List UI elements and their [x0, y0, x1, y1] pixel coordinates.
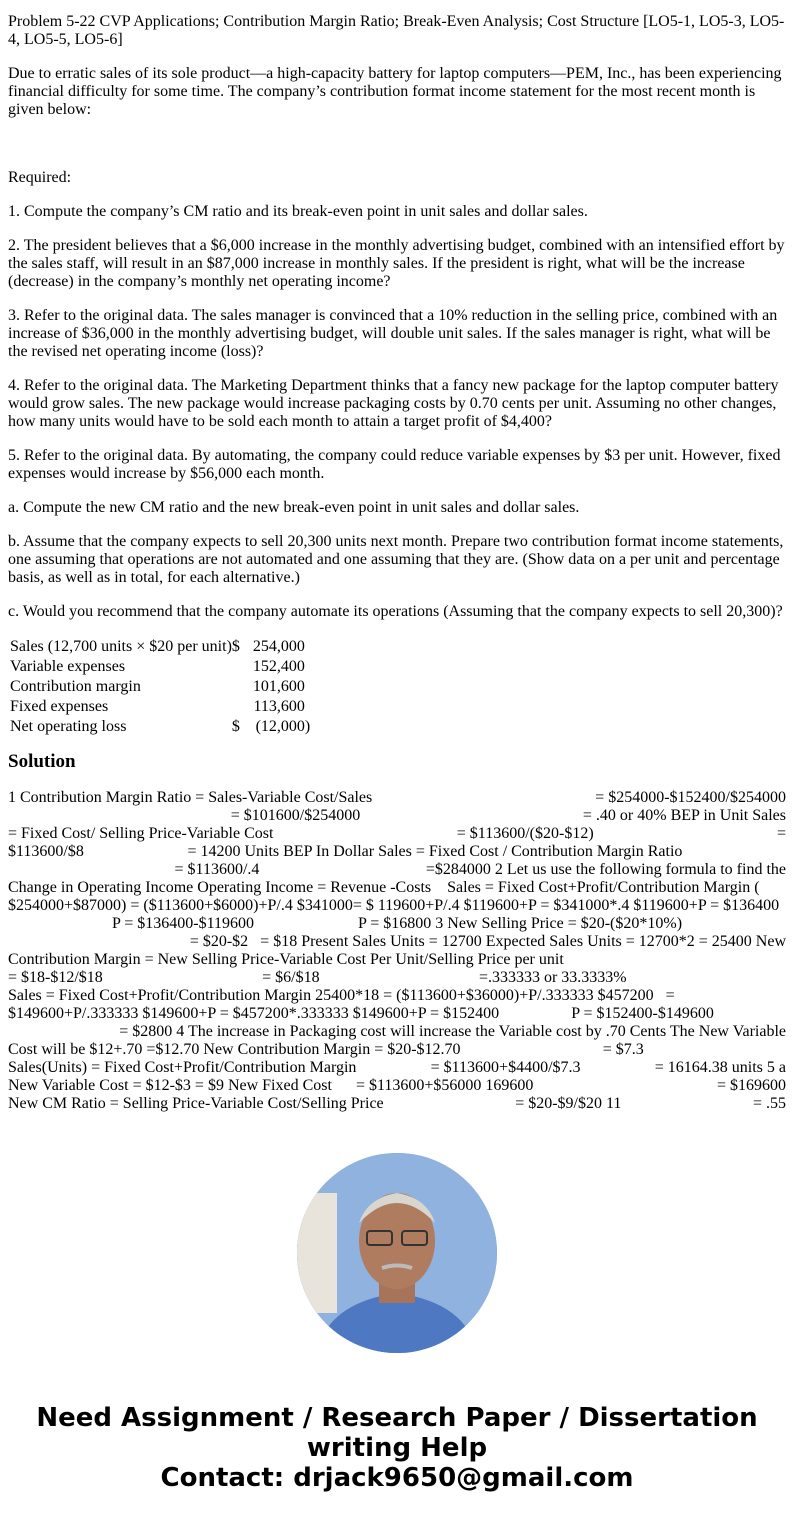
statement-paren — [305, 677, 313, 697]
solution-segment: = — [776, 825, 786, 842]
solution-line — [8, 1005, 786, 1023]
solution-line — [8, 933, 786, 951]
solution-line — [8, 789, 786, 807]
solution-segment: =.333333 or 33.3333% — [478, 969, 627, 986]
solution-segment: = $254000-$152400/$254000 — [595, 789, 786, 806]
statement-row — [10, 657, 313, 677]
person-portrait-icon — [297, 1153, 497, 1353]
statement-paren — [305, 637, 313, 657]
solution-segment: Cost will be $12+.70 =$12.70 New Contribution Margin = $20-$12.70 — [8, 1041, 461, 1058]
statement-label: Variable expenses — [10, 658, 126, 675]
solution-segment: = 14200 Units BEP In Dollar Sales = Fixed Cost / Contribution Margin Ratio — [187, 843, 683, 860]
footer-contact: Contact: drjack9650@gmail.com — [160, 1463, 634, 1493]
solution-segment: 1 Contribution Margin Ratio = Sales-Variable Cost/Sales — [8, 789, 373, 806]
solution-segment: = $113600/($20-$12) — [456, 825, 594, 842]
solution-segment: = $6/$18 — [262, 969, 320, 986]
solution-line — [8, 951, 786, 969]
statement-currency: $ — [231, 718, 240, 735]
question-item: a. Compute the new CM ratio and the new break-even point in unit sales and dollar sales. — [8, 499, 580, 516]
solution-line — [8, 1077, 786, 1095]
solution-segment: Change in Operating Income Operating Income = Revenue -Costs Sales = Fixed Cost+Profit/Contribution Margin ( — [8, 879, 760, 896]
statement-value: 113,600 — [253, 698, 305, 715]
statement-paren — [305, 657, 313, 677]
solution-line — [8, 969, 786, 987]
required-label: Required: — [8, 169, 72, 186]
solution-line — [8, 879, 786, 897]
solution-line — [8, 843, 786, 861]
statement-currency — [232, 697, 242, 717]
solution-segment: = $20-$2 = $18 Present Sales Units = 12700 Expected Sales Units = 12700*2 = 25400 New — [189, 933, 786, 950]
questions-list — [8, 203, 786, 621]
solution-segment: = $113600/.4 — [174, 861, 260, 878]
solution-segment: = $169600 — [716, 1077, 786, 1094]
solution-segment: = .40 or 40% BEP in Unit Sales — [582, 807, 786, 824]
solution-line — [8, 825, 786, 843]
solution-segment: Sales(Units) = Fixed Cost+Profit/Contribution Margin — [8, 1059, 357, 1076]
solution-segment: P = $136400-$119600 — [111, 915, 254, 932]
author-photo — [297, 1153, 497, 1353]
solution-segment: = $18-$12/$18 — [8, 969, 103, 986]
solution-segment: Contribution Margin = New Selling Price-Variable Cost Per Unit/Selling Price per unit — [8, 951, 564, 968]
statement-currency: $ — [231, 638, 240, 655]
statement-label: Sales (12,700 units × $20 per unit) — [10, 638, 232, 655]
solution-segment: = Fixed Cost/ Selling Price-Variable Cost — [8, 825, 274, 842]
question-item: 3. Refer to the original data. The sales manager is convinced that a 10% reduction in the selling price, combined with an increase of $36,000 in the monthly advertising budget, will double unit sales. If the sales manager is right, what will be the revised net operating income (loss)? — [8, 307, 778, 360]
statement-label: Fixed expenses — [10, 698, 109, 715]
solution-segment: P = $16800 3 New Selling Price = $20-($20*10%) — [357, 915, 683, 932]
solution-segment: = $20-$9/$20 11 — [515, 1095, 622, 1112]
question-item: b. Assume that the company expects to sell 20,300 units next month. Prepare two contribution format income statements, one assuming that operations are not automated and one assuming that they are. (Show data on a per unit and percentage basis, as well as in total, for each alternative.) — [8, 533, 784, 586]
statement-paren: ) — [304, 718, 311, 735]
statement-paren — [305, 697, 313, 717]
question-item: 4. Refer to the original data. The Marketing Department thinks that a fancy new package for the laptop computer battery would grow sales. The new package would increase packaging costs by 0.70 cents per unit. Assuming no other changes, how many units would have to be sold each month to attain a target profit of $4,400? — [8, 377, 779, 430]
solution-line — [8, 915, 786, 933]
document — [0, 13, 794, 1113]
solution-line — [8, 861, 786, 879]
statement-value: 254,000 — [252, 638, 305, 655]
statement-label: Contribution margin — [10, 678, 141, 695]
problem-intro: Due to erratic sales of its sole product—a high-capacity battery for laptop computers—PEM, Inc., has been experiencing financial difficulty for some time. The company’s contribution format income statement for the most recent month is given below: — [8, 65, 782, 118]
statement-currency — [232, 657, 242, 677]
solution-segment: =$284000 2 Let us use the following formula to find the — [425, 861, 786, 878]
solution-segment: = $2800 4 The increase in Packaging cost will increase the Variable cost by .70 Cents The New Variable — [119, 1023, 786, 1040]
solution-segment: = $101600/$254000 — [230, 807, 361, 824]
solution-segment: $254000+$87000) = ($113600+$6000)+P/.4 $341000= $ 119600+P/.4 $119600+P = $341000*.4 $119600+P = $136400 — [8, 897, 780, 914]
solution-segment: = $7.3 — [602, 1041, 644, 1058]
footer-banner — [0, 1403, 794, 1493]
solution-line — [8, 807, 786, 825]
question-item: 1. Compute the company’s CM ratio and its break-even point in unit sales and dollar sales. — [8, 203, 588, 220]
statement-row — [10, 677, 313, 697]
solution-segment: New Variable Cost = $12-$3 = $9 New Fixed Cost = $113600+$56000 169600 — [8, 1077, 534, 1094]
statement-value: (12,000 — [255, 718, 305, 735]
solution-line — [8, 1041, 786, 1059]
solution-text — [8, 789, 786, 1113]
question-item: c. Would you recommend that the company automate its operations (Assuming that the company expects to sell 20,300)? — [8, 603, 783, 620]
solution-segment: P = $152400-$149600 — [571, 1005, 714, 1022]
statement-label: Net operating loss — [10, 718, 127, 735]
footer-line-1: Need Assignment / Research Paper / Dissertation — [36, 1403, 758, 1433]
solution-line — [8, 1023, 786, 1041]
question-item: 2. The president believes that a $6,000 increase in the monthly advertising budget, combined with an intensified effort by the sales staff, will result in an $87,000 increase in monthly sales. If the president is right, what will be the increase (decrease) in the company’s monthly net operating income? — [8, 237, 785, 290]
income-statement-table — [10, 637, 313, 737]
solution-segment: = .55 — [752, 1095, 786, 1112]
solution-line — [8, 987, 786, 1005]
solution-segment: $113600/$8 — [8, 843, 84, 860]
solution-segment: = 16164.38 units 5 a — [654, 1059, 786, 1076]
solution-line — [8, 1095, 786, 1113]
footer-line-2: writing Help — [306, 1433, 488, 1463]
statement-value: 152,400 — [252, 658, 305, 675]
solution-line — [8, 897, 786, 915]
solution-segment: $149600+P/.333333 $149600+P = $457200*.333333 $149600+P = $152400 — [8, 1005, 500, 1022]
solution-segment: Sales = Fixed Cost+Profit/Contribution Margin 25400*18 = ($113600+$36000)+P/.333333 $457200 = — [8, 987, 675, 1004]
statement-row — [10, 717, 313, 737]
statement-row — [10, 637, 313, 657]
solution-line — [8, 1059, 786, 1077]
problem-title: Problem 5-22 CVP Applications; Contribution Margin Ratio; Break-Even Analysis; Cost Structure [LO5-1, LO5-3, LO5-4, LO5-5, LO5-6] — [8, 13, 785, 48]
statement-row — [10, 697, 313, 717]
statement-currency — [232, 677, 242, 697]
solution-heading: Solution — [8, 751, 76, 772]
solution-segment: = $113600+$4400/$7.3 — [430, 1059, 581, 1076]
solution-segment: New CM Ratio = Selling Price-Variable Cost/Selling Price — [8, 1095, 384, 1112]
statement-value: 101,600 — [252, 678, 305, 695]
question-item: 5. Refer to the original data. By automating, the company could reduce variable expenses by $3 per unit. However, fixed expenses would increase by $56,000 each month. — [8, 447, 781, 482]
